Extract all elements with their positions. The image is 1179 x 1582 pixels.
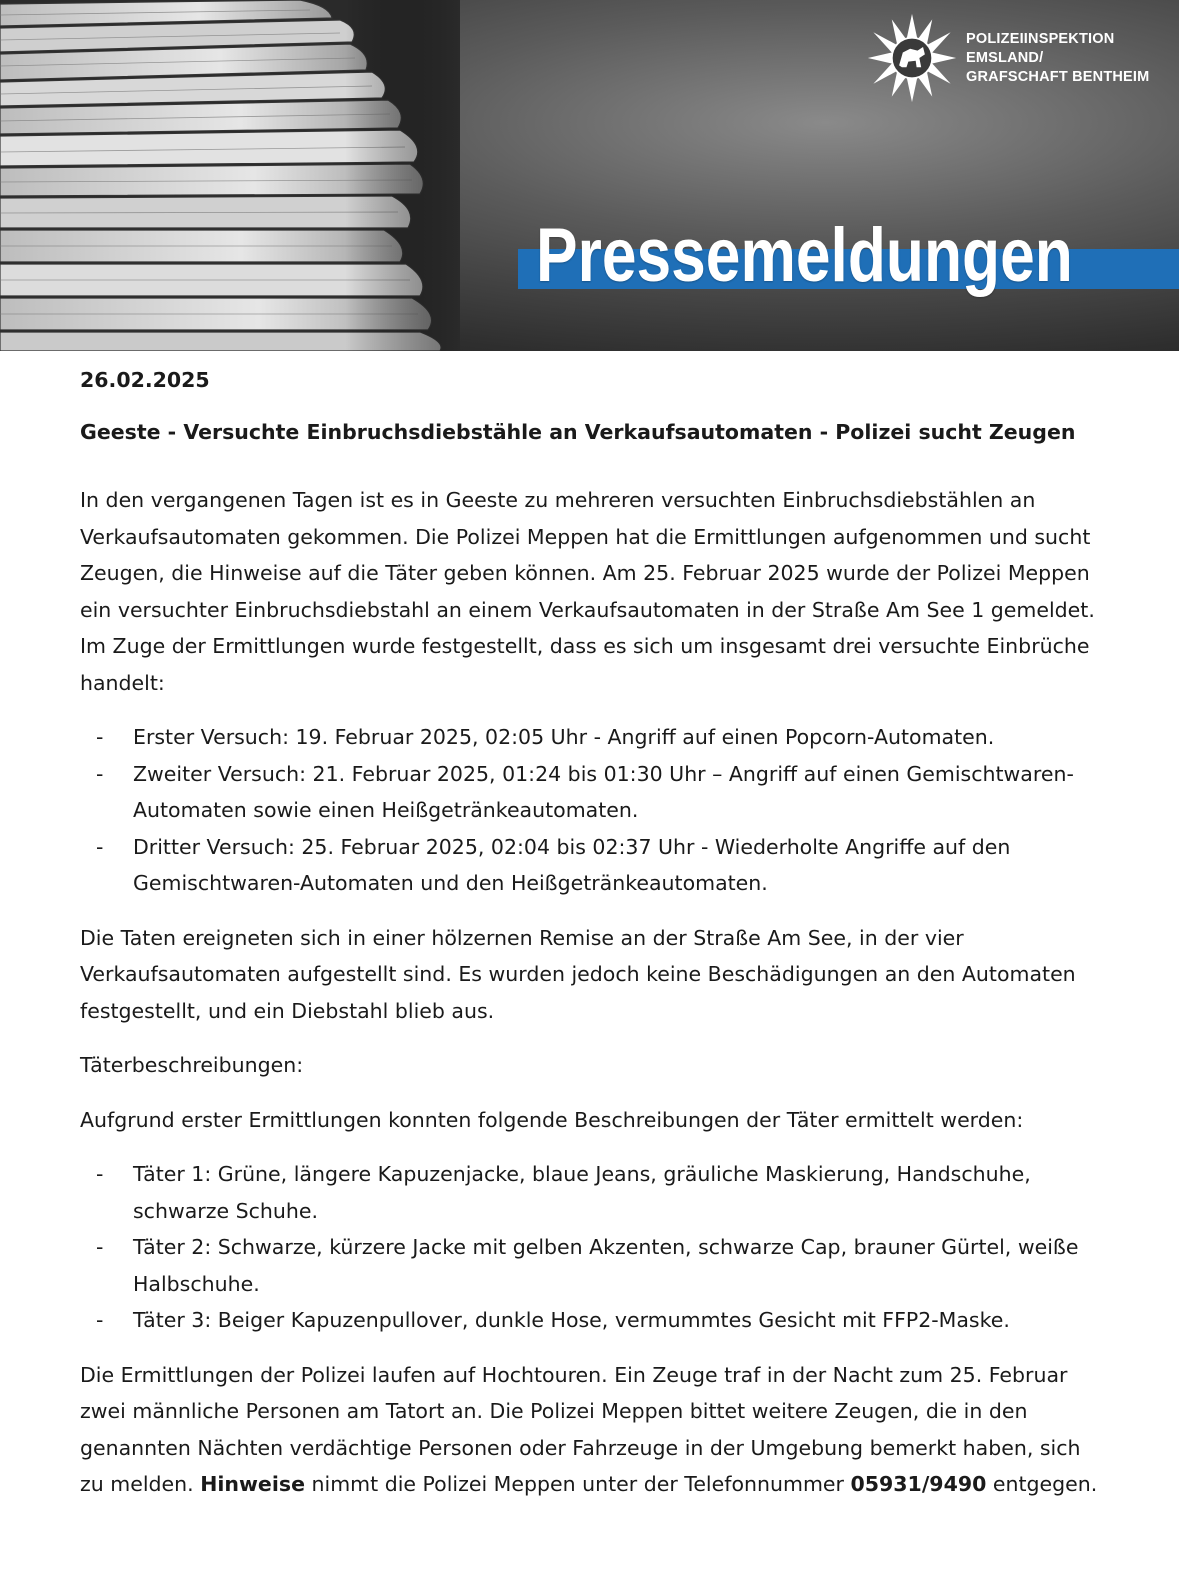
- closing-paragraph: [80, 1357, 1100, 1503]
- org-line-3: GRAFSCHAFT BENTHEIM: [966, 68, 1150, 85]
- police-star-icon: [866, 12, 958, 104]
- closing-text: Die Ermittlungen der Polizei laufen auf Hochtouren. Ein Zeuge traf in der Nacht zum 25. Februar zwei männliche Personen am Tatort an. Die Polizei Meppen bittet weitere Zeugen, die in den genannten Nächten verdächtige Personen oder Fahrzeuge in der Umgebung bemerkt haben, sich zu melden.: [80, 1362, 1081, 1496]
- attempt-text: Erster Versuch: 19. Februar 2025, 02:05 Uhr - Angriff auf einen Popcorn-Automaten.: [133, 725, 995, 749]
- attempt-text: Zweiter Versuch: 21. Februar 2025, 01:24 bis 01:30 Uhr – Angriff auf einen Gemischtwaren-Automaten sowie einen Heißgetränkeautomaten.: [133, 761, 1074, 822]
- phone-number: 05931/9490: [850, 1472, 987, 1496]
- dash-bullet: -: [96, 1308, 104, 1332]
- org-line-2: EMSLAND/: [966, 49, 1044, 66]
- newspaper-stack-image: [0, 0, 460, 351]
- closing-mid: nimmt die Polizei Meppen unter der Telefonnummer: [311, 1472, 844, 1496]
- org-line-1: POLIZEIINSPEKTION: [966, 30, 1115, 47]
- dash-bullet: -: [96, 761, 104, 786]
- dash-bullet: -: [96, 725, 104, 749]
- list-item: [80, 829, 1100, 902]
- list-item: [80, 1229, 1100, 1302]
- suspect-text: Täter 1: Grüne, längere Kapuzenjacke, blaue Jeans, gräuliche Maskierung, Handschuhe, schwarze Schuhe.: [133, 1162, 1031, 1223]
- closing-end: entgegen.: [992, 1472, 1098, 1496]
- police-brand: [866, 12, 1149, 104]
- list-item: [80, 1302, 1100, 1339]
- dash-bullet: -: [96, 1235, 104, 1259]
- closing-bold-hint: Hinweise: [200, 1472, 305, 1496]
- release-date: 26.02.2025: [80, 368, 210, 392]
- intro-paragraph: In den vergangenen Tagen ist es in Geeste zu mehreren versuchten Einbruchsdiebstählen an Verkaufsautomaten gekommen. Die Polizei Meppen hat die Ermittlungen aufgenommen und sucht Zeugen, die Hinweise auf die Täter geben können. Am 25. Februar 2025 wurde der Polizei Meppen ein versuchter Einbruchsdiebstahl an einem Verkaufsautomaten in der Straße Am See 1 gemeldet. Im Zuge der Ermittlungen wurde festgestellt, dass es sich um insgesamt drei versuchte Einbrüche handelt:: [80, 488, 1095, 695]
- dash-bullet: -: [96, 1162, 104, 1186]
- article-headline: Geeste - Versuchte Einbruchsdiebstähle an Verkaufsautomaten - Polizei sucht Zeugen: [80, 420, 1076, 444]
- attempt-text: Dritter Versuch: 25. Februar 2025, 02:04 bis 02:37 Uhr - Wiederholte Angriffe auf den Gemischtwaren-Automaten und den Heißgetränkeautomaten.: [133, 834, 1011, 895]
- press-release: [80, 368, 1100, 1503]
- list-item: [80, 719, 1100, 756]
- list-item: [80, 756, 1100, 829]
- descriptions-heading: Täterbeschreibungen:: [80, 1053, 304, 1077]
- header-banner: [0, 0, 1179, 351]
- descriptions-intro: Aufgrund erster Ermittlungen konnten folgende Beschreibungen der Täter ermittelt werden:: [80, 1107, 1024, 1132]
- list-item: [80, 1156, 1100, 1229]
- banner-title: Pressemeldungen: [536, 213, 1073, 298]
- location-paragraph: Die Taten ereigneten sich in einer hölzernen Remise an der Straße Am See, in der vier Verkaufsautomaten aufgestellt sind. Es wurden jedoch keine Beschädigungen an den Automaten festgestellt, und ein Diebstahl blieb aus.: [80, 925, 1076, 1023]
- suspect-text: Täter 3: Beiger Kapuzenpullover, dunkle Hose, vermummtes Gesicht mit FFP2-Maske.: [133, 1308, 1010, 1332]
- dash-bullet: -: [96, 834, 104, 859]
- suspects-list: [80, 1156, 1100, 1339]
- police-org-name: [966, 30, 1149, 87]
- suspect-text: Täter 2: Schwarze, kürzere Jacke mit gelben Akzenten, schwarze Cap, brauner Gürtel, weiße Halbschuhe.: [133, 1235, 1079, 1296]
- attempts-list: [80, 719, 1100, 902]
